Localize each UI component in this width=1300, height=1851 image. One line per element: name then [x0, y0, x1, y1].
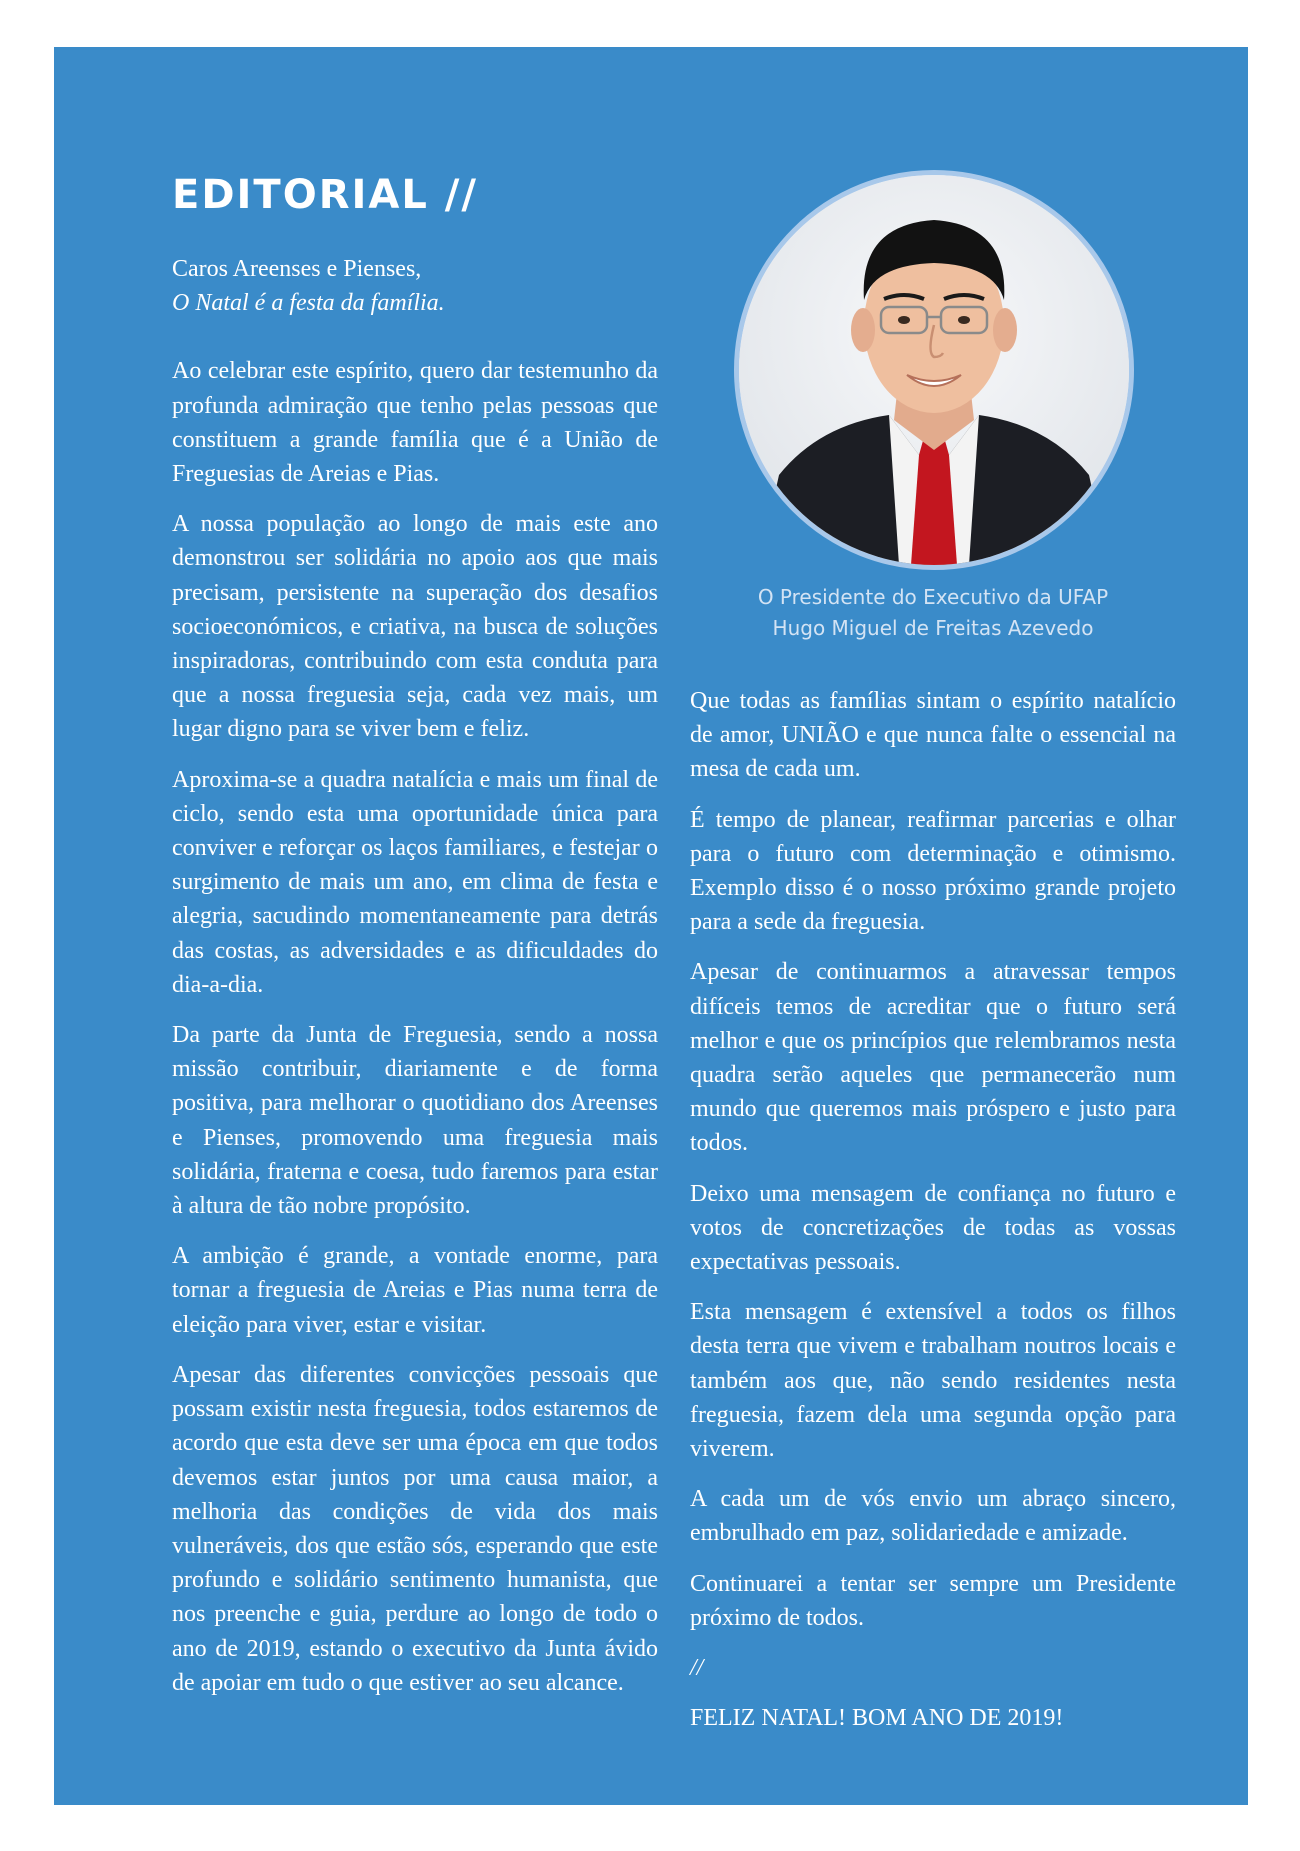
right-paragraph-4: Deixo uma mensagem de confiança no futuro e votos de concretizações de todas as vossas expectativas pessoais.	[690, 1180, 1176, 1276]
president-portrait	[734, 170, 1134, 570]
left-paragraph-6: Apesar das diferentes convicções pessoais que possam existir nesta freguesia, todos estaremos de acordo que esta deve ser uma época em que todos devemos estar juntos por uma causa maior, a melhoria das condições de vida dos mais vulneráveis, dos que estão sós, esperando que este profundo e solidário sentimento humanista, que nos preenche e guia, perdure ao longo de todo o ano de 2019, estando o executivo da Junta ávido de apoiar em tudo o que estiver ao seu alcance.	[172, 1361, 658, 1696]
caption-role: O Presidente do Executivo da UFAP	[757, 585, 1109, 609]
left-paragraph-4: Da parte da Junta de Freguesia, sendo a nossa missão contribuir, diariamente e de forma positiva, para melhorar o quotidiano dos Areenses e Pienses, promovendo uma freguesia mais solidária, fraterna e coesa, tudo faremos para estar à altura de tão nobre propósito.	[172, 1022, 658, 1220]
left-paragraph-5: A ambição é grande, a vontade enorme, para tornar a freguesia de Areias e Pias numa terra de eleição para viver, estar e visitar.	[172, 1243, 658, 1338]
left-column	[172, 252, 658, 1716]
right-paragraph-3: Apesar de continuarmos a atravessar tempos difíceis temos de acreditar que o futuro será melhor e que os princípios que relembramos nesta quadra serão aqueles que permanecerão num mundo que queremos mais próspero e justo para todos.	[690, 959, 1176, 1157]
portrait-illustration	[739, 175, 1129, 565]
left-paragraph-3: Aproxima-se a quadra natalícia e mais um final de ciclo, sendo esta uma oportunidade única para conviver e reforçar os laços familiares, e festejar o surgimento de mais um ano, em clima de festa e alegria, sacudindo momentaneamente para detrás das costas, as adversidades e as dificuldades do dia-a-dia.	[172, 766, 658, 998]
right-paragraph-2: É tempo de planear, reafirmar parcerias e olhar para o futuro com determinação e otimismo. Exemplo disso é o nosso próximo grande projeto para a sede da freguesia.	[690, 806, 1176, 936]
greeting-line-1: Caros Areenses e Pienses,	[172, 256, 422, 282]
right-paragraph-1: Que todas as famílias sintam o espírito natalício de amor, UNIÃO e que nunca falte o essencial na mesa de cada um.	[690, 688, 1176, 783]
left-paragraph-1: Ao celebrar este espírito, quero dar testemunho da profunda admiração que tenho pelas pessoas que constituem a grande família que é a União de Freguesias de Areias e Pias.	[172, 358, 658, 488]
greeting	[172, 252, 658, 320]
page-title: EDITORIAL //	[172, 172, 478, 218]
caption-name: Hugo Miguel de Freitas Azevedo	[772, 616, 1094, 640]
signoff-slashes: //	[690, 1655, 704, 1682]
right-paragraph-6: A cada um de vós envio um abraço sincero, embrulhado em paz, solidariedade e amizade.	[690, 1486, 1176, 1547]
right-paragraph-5: Esta mensagem é extensível a todos os filhos desta terra que vivem e trabalham noutros locais e também aos que, não sendo residentes nesta freguesia, fazem dela uma segunda opção para viverem.	[690, 1299, 1176, 1463]
greeting-line-2: O Natal é a festa da família.	[172, 290, 445, 317]
left-paragraph-2: A nossa população ao longo de mais este ano demonstrou ser solidária no apoio aos que mais precisam, persistente na superação dos desafios socioeconómicos, e criativa, na busca de soluções inspiradoras, contribuindo com esta conduta para que a nossa freguesia seja, cada vez mais, um lugar digno para se viver bem e feliz.	[172, 511, 658, 743]
right-paragraph-7: Continuarei a tentar ser sempre um Presidente próximo de todos.	[690, 1570, 1176, 1631]
portrait-caption	[688, 582, 1178, 644]
closing-greeting: FELIZ NATAL! BOM ANO DE 2019!	[690, 1705, 1064, 1732]
right-column	[690, 684, 1176, 1751]
